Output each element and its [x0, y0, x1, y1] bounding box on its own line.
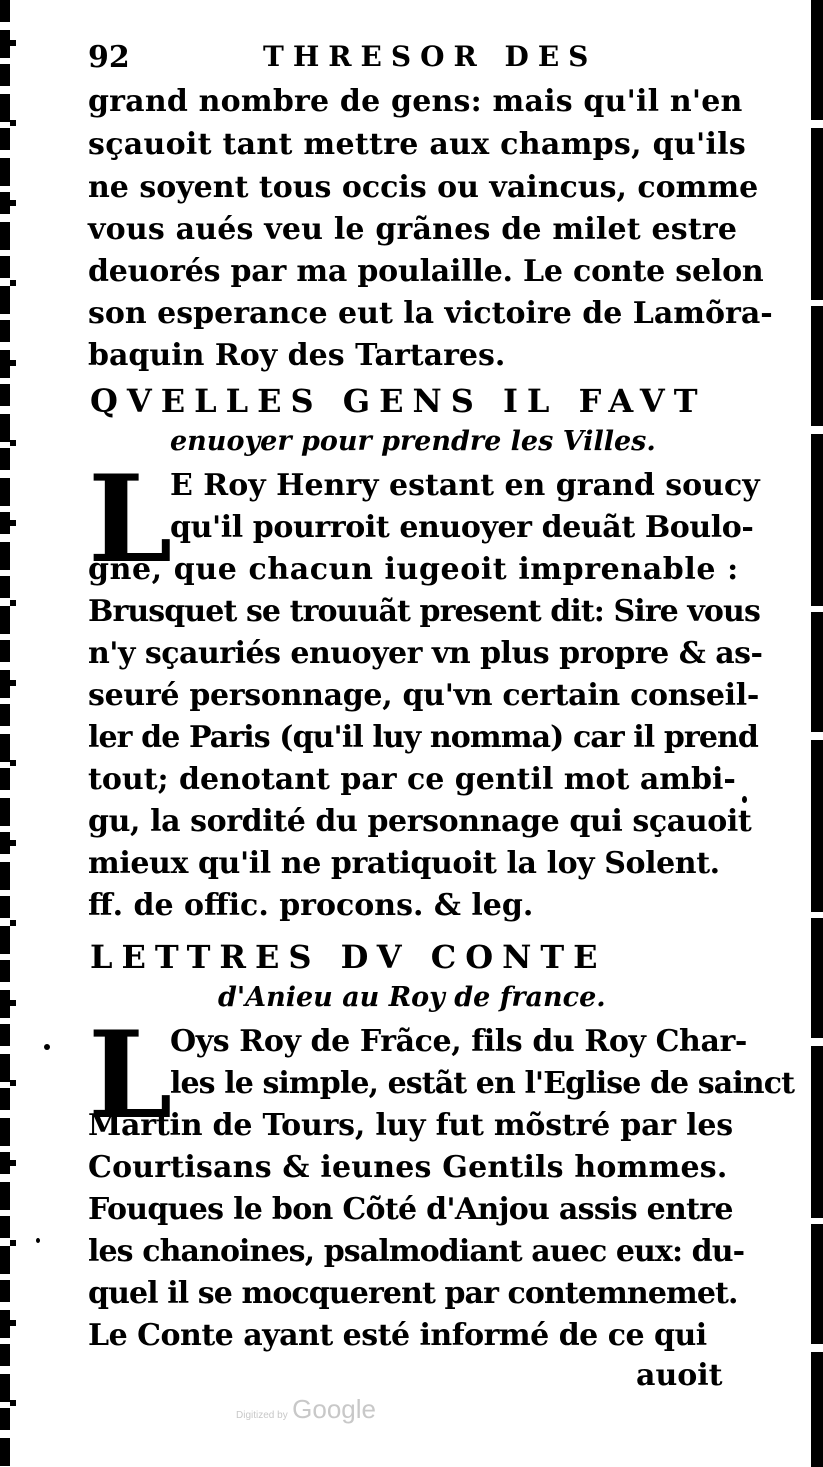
section-subheading: d'Anieu au Roy de france. — [218, 982, 606, 1013]
scan-left-edge-inner — [10, 0, 16, 1467]
text-line: ne soyent tous occis ou vaincus, comme — [88, 170, 759, 205]
text-line: ler de Paris (qu'il luy nomma) car il prend — [88, 720, 758, 755]
text-line: sçauoit tant mettre aux champs, qu'ils — [88, 127, 747, 162]
digitization-watermark — [236, 1394, 376, 1425]
text-line: gu, la sordité du personnage qui sçauoit — [88, 804, 752, 839]
text-line: Fouques le bon Cõté d'Anjou assis entre — [88, 1192, 733, 1227]
text-line: grand nombre de gens: mais qu'il n'en — [88, 84, 743, 119]
text-line: les le simple, estãt en l'Eglise de sainct — [170, 1066, 795, 1101]
text-line: deuorés par ma poulaille. Le conte selon — [88, 254, 764, 289]
text-line: Brusquet se trouuãt present dit: Sire vous — [88, 594, 760, 629]
text-line: seuré personnage, qu'vn certain conseil- — [88, 678, 759, 713]
text-line: vous aués veu le grãnes de milet estre — [88, 212, 738, 247]
text-line: Oys Roy de Frãce, fils du Roy Char- — [170, 1024, 747, 1059]
text-line: tout; denotant par ce gentil mot ambi- — [88, 762, 736, 797]
running-title: THRESOR DES — [263, 40, 598, 73]
watermark-brand: Google — [292, 1394, 376, 1424]
catchword: auoit — [636, 1358, 723, 1393]
section-heading: QVELLES GENS IL FAVT — [90, 382, 707, 420]
text-line: Le Conte ayant esté informé de ce qui — [88, 1318, 707, 1353]
drop-cap: L — [88, 449, 173, 590]
scan-right-edge — [811, 0, 823, 1467]
text-line: n'y sçauriés enuoyer vn plus propre & as- — [88, 636, 763, 671]
text-line: gne, que chacun iugeoit imprenable : — [88, 552, 739, 587]
page-number: 92 — [88, 40, 130, 75]
text-line: Courtisans & ieunes Gentils hommes. — [88, 1150, 728, 1185]
text-line: mieux qu'il ne pratiquoit la loy Solent. — [88, 846, 720, 881]
text-line: E Roy Henry estant en grand soucy — [170, 468, 760, 503]
text-line: ff. de offic. procons. & leg. — [88, 888, 534, 923]
ink-speck — [742, 796, 747, 803]
running-header — [88, 40, 728, 80]
text-line: son esperance eut la victoire de Lamõra- — [88, 296, 773, 331]
section-heading: LETTRES DV CONTE — [90, 938, 607, 976]
text-line: quel il se mocquerent par contemnemet. — [88, 1276, 738, 1311]
ink-speck — [36, 1238, 40, 1243]
ink-speck — [44, 1044, 50, 1050]
text-line: baquin Roy des Tartares. — [88, 338, 506, 373]
text-line: les chanoines, psalmodiant auec eux: du- — [88, 1234, 745, 1269]
text-line: Martin de Tours, luy fut mõstré par les — [88, 1108, 733, 1143]
watermark-prefix: Digitized by — [236, 1410, 288, 1421]
text-line: qu'il pourroit enuoyer deuãt Boulo- — [170, 510, 754, 545]
drop-cap: L — [88, 1005, 173, 1146]
section-subheading: enuoyer pour prendre les Villes. — [170, 426, 656, 457]
